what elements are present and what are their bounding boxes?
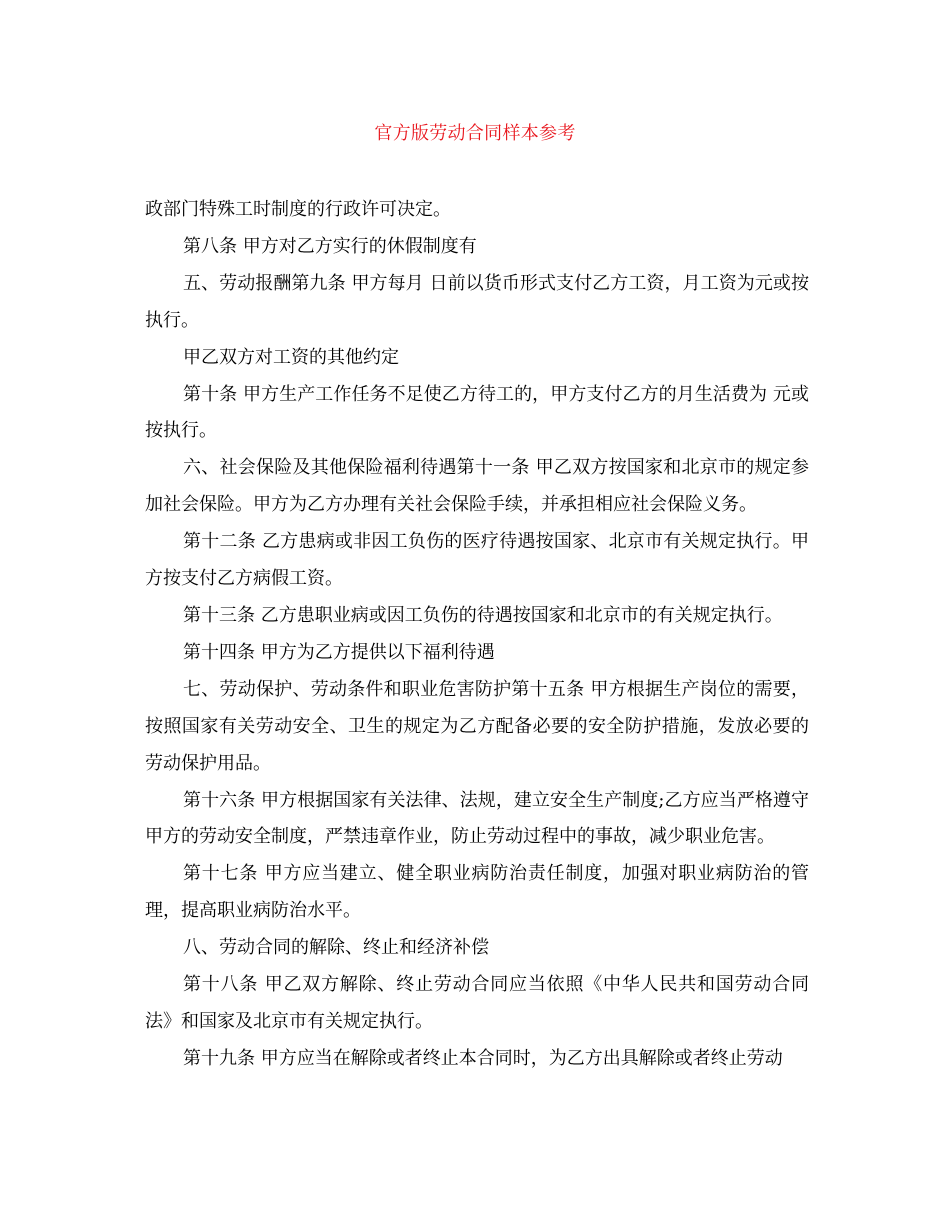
paragraph: 七、劳动保护、劳动条件和职业危害防护第十五条 甲方根据生产岗位的需要，按照国家有关劳动安全、卫生的规定为乙方配备必要的安全防护措施，发放必要的劳动保护用品。 [145, 678, 809, 774]
paragraph: 八、劳动合同的解除、终止和经济补偿 [183, 937, 489, 959]
paragraph: 第十二条 乙方患病或非因工负伤的医疗待遇按国家、北京市有关规定执行。甲方按支付乙方病假工资。 [145, 531, 809, 590]
paragraph: 六、社会保险及其他保险福利待遇第十一条 甲乙双方按国家和北京市的规定参加社会保险。甲方为乙方办理有关社会保险手续，并承担相应社会保险义务。 [145, 457, 809, 516]
paragraph: 第八条 甲方对乙方实行的休假制度有 [183, 235, 477, 257]
paragraph: 第十七条 甲方应当建立、健全职业病防治责任制度，加强对职业病防治的管理，提高职业病防治水平。 [145, 863, 809, 922]
paragraph: 第十三条 乙方患职业病或因工负伤的待遇按国家和北京市的有关规定执行。 [183, 604, 783, 626]
document-body [145, 192, 809, 1078]
document-title: 官方版劳动合同样本参考 [374, 123, 576, 144]
paragraph: 第十八条 甲乙双方解除、终止劳动合同应当依照《中华人民共和国劳动合同法》和国家及北京市有关规定执行。 [145, 974, 809, 1032]
paragraph: 第十四条 甲方为乙方提供以下福利待遇 [183, 641, 495, 663]
paragraph: 五、劳动报酬第九条 甲方每月 日前以货币形式支付乙方工资，月工资为元或按执行。 [145, 272, 809, 331]
paragraph: 第十九条 甲方应当在解除或者终止本合同时，为乙方出具解除或者终止劳动 [183, 1047, 783, 1069]
paragraph: 第十条 甲方生产工作任务不足使乙方待工的，甲方支付乙方的月生活费为 元或按执行。 [145, 383, 809, 442]
paragraph: 第十六条 甲方根据国家有关法律、法规，建立安全生产制度;乙方应当严格遵守甲方的劳动安全制度，严禁违章作业，防止劳动过程中的事故，减少职业危害。 [145, 789, 809, 848]
paragraph: 甲乙双方对工资的其他约定 [183, 346, 399, 368]
paragraph: 政部门特殊工时制度的行政许可决定。 [145, 199, 451, 220]
